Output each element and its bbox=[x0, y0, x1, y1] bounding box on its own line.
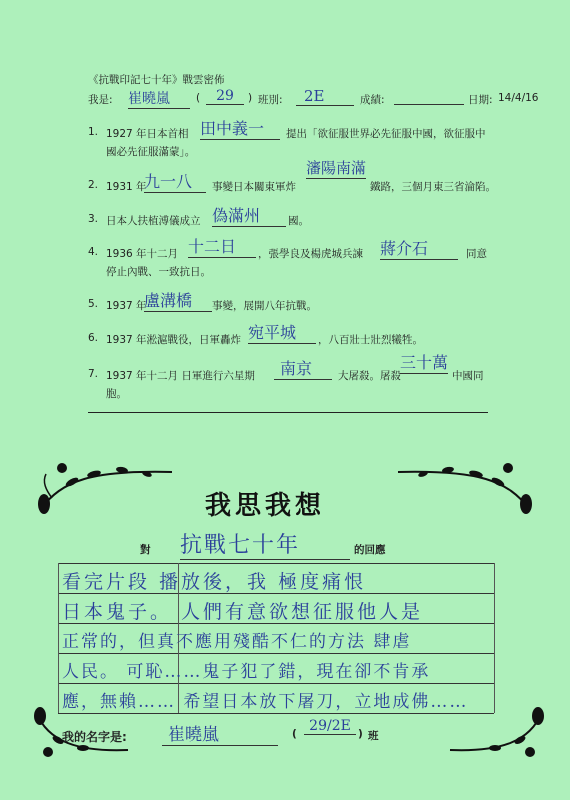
name-label: 我是: bbox=[88, 94, 113, 106]
class-suffix: 班 bbox=[368, 730, 379, 742]
section-divider bbox=[88, 412, 488, 413]
topic-text: 抗戰七十年 bbox=[180, 528, 350, 560]
my-name-label: 我的名字是: bbox=[62, 730, 127, 744]
date-value: 14/4/16 bbox=[498, 92, 539, 104]
question-2: 2. 1931 年 九一八 事變日本關東軍炸 瀋陽南滿 鐵路，三個月東三省淪陷。 bbox=[88, 159, 496, 193]
date-label: 日期: bbox=[468, 94, 493, 106]
reflection-line-3: 正常的，但真不應用殘酷不仁的方法 肆虐 bbox=[62, 632, 412, 652]
vine-ornament-top-right bbox=[388, 460, 538, 520]
my-name-value: 崔曉嵐 bbox=[162, 720, 278, 746]
reflection-writing-area bbox=[58, 563, 494, 713]
answer-7b: 三十萬 bbox=[400, 350, 448, 374]
answer-4a: 十二日 bbox=[188, 234, 256, 258]
class-number: 29 bbox=[206, 88, 244, 105]
class-value: 2E bbox=[296, 87, 354, 106]
question-5: 5. 1937 年 盧溝橋 事變，展開八年抗戰。 bbox=[88, 288, 498, 314]
answer-4b: 蔣介石 bbox=[380, 236, 458, 260]
score-blank bbox=[394, 104, 464, 105]
question-1: 1. 1927 年日本首相 田中義一 提出「欲征服世界必先征服中國，欲征服中 國必先征服滿蒙」。 bbox=[88, 118, 498, 158]
reflection-line-4: 人民。 可恥……鬼子犯了錯，現在卻不肯承 bbox=[62, 662, 431, 682]
answer-2b: 瀋陽南滿 bbox=[306, 159, 367, 177]
answer-3: 偽滿州 bbox=[212, 203, 286, 227]
student-name: 崔曉嵐 bbox=[128, 88, 190, 109]
topic-prefix: 對 bbox=[140, 544, 151, 556]
topic-row bbox=[140, 530, 430, 560]
question-4: 4. 1936 年十二月 十二日 ，張學良及楊虎城兵諫 蔣介石 同意 停止內戰、一致抗日。 bbox=[88, 236, 498, 280]
reflection-banner: 我思我想 bbox=[205, 491, 326, 521]
reflection-line-5: 應，無賴…… 希望日本放下屠刀，立地成佛…… bbox=[62, 692, 469, 712]
answer-1: 田中義一 bbox=[200, 116, 280, 140]
answer-7a: 南京 bbox=[274, 356, 332, 380]
topic-suffix: 的回應 bbox=[354, 544, 386, 556]
answer-5: 盧溝橋 bbox=[144, 288, 212, 312]
question-3: 3. 日本人扶植溥儀成立 偽滿州 國。 bbox=[88, 203, 498, 229]
score-label: 成績: bbox=[360, 94, 385, 106]
question-6: 6. 1937 年淞滬戰役，日軍轟炸 宛平城 ，八百壯士壯烈犧牲。 bbox=[88, 322, 498, 348]
answer-2a: 九一八 bbox=[144, 169, 206, 193]
my-class-value: 29/2E bbox=[304, 718, 356, 735]
signature-row: 我的名字是: 崔曉嵐 ( 29/2E ) 班 bbox=[62, 718, 379, 745]
question-7: 7. 1937 年十二月 日軍進行六星期 南京 大屠殺。屠殺 三十萬 中國同 胞。 bbox=[88, 356, 498, 400]
student-info-row: 我是: 崔曉嵐 ( 29 ) 班別: 2E 成績: 日期: 14/4/16 bbox=[88, 87, 539, 107]
answer-6: 宛平城 bbox=[248, 320, 316, 344]
reflection-line-2: 日本鬼子。 人們有意欲想征服他人是 bbox=[62, 601, 424, 623]
reflection-line-1: 看完片段 播放後，我 極度痛恨 bbox=[62, 571, 367, 593]
class-label: 班別: bbox=[258, 94, 283, 106]
handout-title: 《抗戰印記七十年》戰雲密佈 bbox=[88, 74, 225, 86]
vine-ornament-top-left bbox=[32, 460, 182, 520]
